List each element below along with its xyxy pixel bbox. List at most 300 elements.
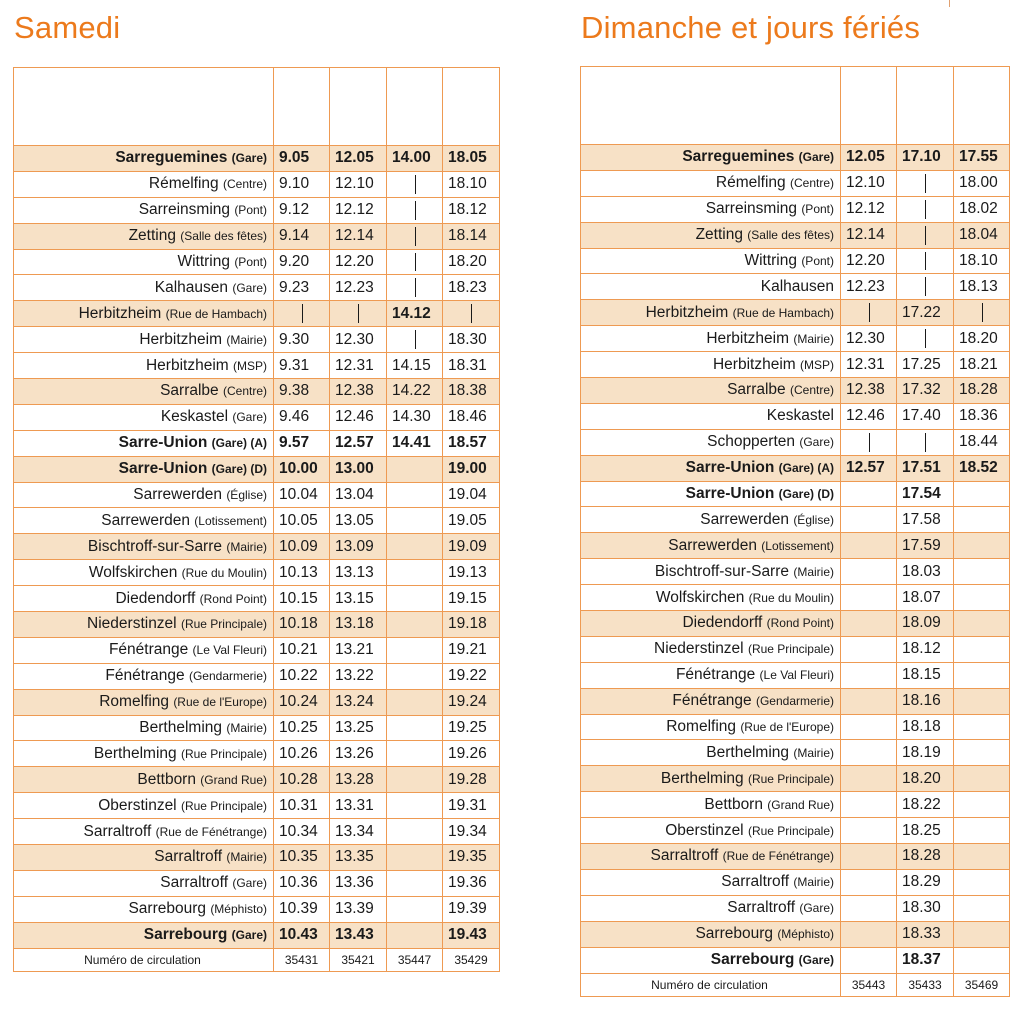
- stop-name-cell: [14, 767, 274, 793]
- departure-time: 9.38: [274, 379, 330, 405]
- stop-name: Berthelming: [706, 743, 790, 761]
- departure-time: 12.30: [841, 326, 897, 352]
- empty-time-cell: [954, 818, 1010, 844]
- circulation-number-label: Numéro de circulation: [581, 973, 841, 996]
- departure-time: 9.12: [274, 197, 330, 223]
- stop-row: [581, 611, 1010, 637]
- stop-row: [581, 222, 1010, 248]
- stop-row: [14, 197, 500, 223]
- stop-name-cell: [14, 534, 274, 560]
- pass-through-line: [869, 433, 870, 452]
- empty-time-cell: [841, 766, 897, 792]
- departure-time: 18.18: [897, 714, 954, 740]
- empty-time-cell: [841, 688, 897, 714]
- stop-detail: (Centre): [222, 177, 267, 192]
- departure-time: 19.39: [443, 896, 500, 922]
- stop-name: Sarrebourg: [710, 951, 795, 969]
- departure-time: 10.39: [274, 896, 330, 922]
- departure-time: 18.07: [897, 585, 954, 611]
- empty-time-cell: [387, 896, 443, 922]
- departure-time: 13.13: [330, 560, 387, 586]
- stop-name-cell: [14, 741, 274, 767]
- stop-detail: (Pont): [234, 255, 267, 269]
- stop-row: [14, 353, 500, 379]
- departure-time: 18.15: [897, 662, 954, 688]
- pass-through-line: [869, 303, 870, 322]
- header-trip-cell: [387, 68, 443, 146]
- header-trip-cell: [274, 68, 330, 146]
- stop-name: Wittring: [744, 252, 797, 269]
- stop-detail: (Rue de l'Europe): [173, 695, 267, 710]
- stop-name-cell: [581, 947, 841, 973]
- empty-time-cell: [954, 766, 1010, 792]
- departure-time: 10.22: [274, 663, 330, 689]
- pass-through-cell: [897, 326, 954, 352]
- stop-row: [581, 740, 1010, 766]
- stop-name-cell: [14, 353, 274, 379]
- departure-time: 10.13: [274, 560, 330, 586]
- departure-time: 13.05: [330, 508, 387, 534]
- departure-time: 10.26: [274, 741, 330, 767]
- empty-time-cell: [954, 559, 1010, 585]
- empty-time-cell: [387, 663, 443, 689]
- stop-name-cell: [581, 688, 841, 714]
- departure-time: 10.43: [274, 922, 330, 948]
- departure-time: 12.05: [330, 146, 387, 172]
- stop-row: [581, 455, 1010, 481]
- departure-time: 9.20: [274, 249, 330, 275]
- stop-name-cell: [14, 456, 274, 482]
- stop-detail: (Rue Principale): [180, 798, 267, 813]
- departure-time: 14.22: [387, 379, 443, 405]
- departure-time: 10.21: [274, 637, 330, 663]
- empty-time-cell: [954, 611, 1010, 637]
- stop-row: [581, 326, 1010, 352]
- departure-time: 18.52: [954, 455, 1010, 481]
- stop-name: Diedendorff: [115, 589, 196, 607]
- empty-time-cell: [387, 689, 443, 715]
- pass-through-line: [925, 226, 926, 245]
- stop-name: Sarrebourg: [695, 925, 773, 943]
- stop-row: [14, 689, 500, 715]
- departure-time: 13.21: [330, 637, 387, 663]
- circulation-number: 35447: [387, 948, 443, 971]
- stop-name-cell: [581, 844, 841, 870]
- stop-name: Sarraltroff: [154, 848, 223, 866]
- departure-time: 17.59: [897, 533, 954, 559]
- header-stop-cell: [14, 68, 274, 146]
- header-stop-cell: [581, 67, 841, 145]
- stop-name-cell: [581, 636, 841, 662]
- empty-time-cell: [841, 533, 897, 559]
- stop-name-cell: [581, 403, 841, 429]
- stop-name: Bettborn: [704, 795, 763, 813]
- departure-time: 13.09: [330, 534, 387, 560]
- stop-name-cell: [581, 740, 841, 766]
- pass-through-line: [358, 304, 359, 323]
- circulation-number: 35431: [274, 948, 330, 971]
- departure-time: 18.16: [897, 688, 954, 714]
- stop-name: Herbitzheim: [139, 330, 223, 348]
- departure-time: 17.54: [897, 481, 954, 507]
- stop-name-cell: [581, 222, 841, 248]
- departure-time: 17.58: [897, 507, 954, 533]
- pass-through-line: [302, 304, 303, 323]
- stop-name-cell: [14, 663, 274, 689]
- pass-through-line: [925, 200, 926, 219]
- stop-row: [14, 663, 500, 689]
- stop-row: [14, 845, 500, 871]
- empty-time-cell: [841, 895, 897, 921]
- stop-row: [14, 379, 500, 405]
- stop-name: Bettborn: [137, 770, 196, 788]
- stop-detail: (Gare) (A): [778, 461, 834, 476]
- stop-name: Oberstinzel: [665, 821, 744, 839]
- empty-time-cell: [954, 714, 1010, 740]
- departure-time: 18.38: [443, 379, 500, 405]
- stop-row: [581, 844, 1010, 870]
- empty-time-cell: [841, 740, 897, 766]
- stop-row: [14, 146, 500, 172]
- stop-name-cell: [581, 352, 841, 378]
- departure-time: 10.00: [274, 456, 330, 482]
- departure-time: 18.12: [443, 197, 500, 223]
- departure-time: 19.35: [443, 845, 500, 871]
- stop-row: [581, 248, 1010, 274]
- stop-name-cell: [14, 922, 274, 948]
- stop-row: [14, 404, 500, 430]
- stop-detail: (Gendarmerie): [188, 669, 267, 684]
- stop-row: [581, 378, 1010, 404]
- pass-through-line: [925, 329, 926, 348]
- pass-through-cell: [387, 275, 443, 301]
- departure-time: 10.35: [274, 845, 330, 871]
- departure-time: 12.20: [841, 248, 897, 274]
- departure-time: 18.05: [443, 146, 500, 172]
- departure-time: 18.30: [443, 327, 500, 353]
- departure-time: 13.26: [330, 741, 387, 767]
- stop-name-cell: [14, 197, 274, 223]
- stop-detail: (Lotissement): [761, 538, 834, 553]
- stop-name-cell: [581, 714, 841, 740]
- empty-time-cell: [954, 481, 1010, 507]
- stop-detail: (Mairie): [226, 332, 267, 347]
- stop-name-cell: [14, 845, 274, 871]
- stop-name-cell: [14, 896, 274, 922]
- departure-time: 13.24: [330, 689, 387, 715]
- stop-name: Oberstinzel: [98, 796, 177, 814]
- stop-detail: (Gare): [799, 435, 834, 450]
- stop-row: [14, 767, 500, 793]
- stop-name-cell: [581, 662, 841, 688]
- stop-row: [581, 507, 1010, 533]
- stop-name-cell: [581, 507, 841, 533]
- empty-time-cell: [387, 637, 443, 663]
- stop-row: [581, 818, 1010, 844]
- departure-time: 18.14: [443, 223, 500, 249]
- stop-name: Niederstinzel: [654, 640, 744, 658]
- departure-time: 10.05: [274, 508, 330, 534]
- stop-row: [14, 508, 500, 534]
- stop-row: [581, 352, 1010, 378]
- stop-row: [581, 300, 1010, 326]
- stop-name: Fénétrange: [105, 667, 185, 685]
- departure-time: 18.37: [897, 947, 954, 973]
- pass-through-cell: [897, 222, 954, 248]
- pass-through-line: [982, 303, 983, 322]
- departure-time: 18.28: [954, 378, 1010, 404]
- departure-time: 19.34: [443, 819, 500, 845]
- stop-name: Wittring: [177, 253, 230, 270]
- empty-time-cell: [841, 636, 897, 662]
- departure-time: 12.10: [841, 170, 897, 196]
- stop-name: Keskastel: [766, 407, 834, 425]
- stop-row: [14, 586, 500, 612]
- departure-time: 10.04: [274, 482, 330, 508]
- stop-name: Romelfing: [99, 693, 169, 711]
- stop-name-cell: [14, 146, 274, 172]
- stop-name-cell: [581, 559, 841, 585]
- sunday-title: Dimanche et jours fériés: [581, 10, 921, 45]
- stop-row: [14, 534, 500, 560]
- stop-name: Wolfskirchen: [88, 563, 178, 581]
- stop-name-cell: [581, 274, 841, 300]
- departure-time: 18.10: [954, 248, 1010, 274]
- departure-time: 9.10: [274, 171, 330, 197]
- stop-detail: (Centre): [789, 383, 834, 398]
- stop-name-cell: [581, 895, 841, 921]
- stop-detail: (Gare): [799, 901, 834, 916]
- stop-row: [581, 636, 1010, 662]
- departure-time: 17.32: [897, 378, 954, 404]
- departure-time: 12.05: [841, 145, 897, 171]
- pass-through-cell: [387, 327, 443, 353]
- departure-time: 12.38: [330, 379, 387, 405]
- stop-name: Sarralbe: [160, 382, 219, 400]
- stop-name-cell: [581, 818, 841, 844]
- stop-row: [581, 429, 1010, 455]
- stop-name-cell: [14, 870, 274, 896]
- empty-time-cell: [954, 688, 1010, 714]
- pass-through-cell: [954, 300, 1010, 326]
- empty-time-cell: [954, 921, 1010, 947]
- header-row: [581, 67, 1010, 145]
- stop-row: [14, 430, 500, 456]
- departure-time: 9.23: [274, 275, 330, 301]
- stop-detail: (Gare): [798, 150, 834, 165]
- empty-time-cell: [387, 586, 443, 612]
- departure-time: 13.22: [330, 663, 387, 689]
- stop-name-cell: [14, 379, 274, 405]
- pass-through-cell: [387, 197, 443, 223]
- stop-row: [14, 637, 500, 663]
- stop-detail: (Le Val Fleuri): [759, 668, 834, 683]
- departure-time: 12.12: [330, 197, 387, 223]
- stop-name-cell: [581, 196, 841, 222]
- departure-time: 14.00: [387, 146, 443, 172]
- stop-name: Romelfing: [666, 718, 736, 736]
- empty-time-cell: [954, 947, 1010, 973]
- stop-name: Herbitzheim: [78, 304, 162, 322]
- departure-time: 18.33: [897, 921, 954, 947]
- departure-time: 9.14: [274, 223, 330, 249]
- stop-detail: (Grand Rue): [200, 772, 267, 787]
- stop-detail: (Le Val Fleuri): [192, 643, 267, 658]
- empty-time-cell: [954, 869, 1010, 895]
- departure-time: 12.23: [841, 274, 897, 300]
- departure-time: 18.13: [954, 274, 1010, 300]
- stop-row: [14, 922, 500, 948]
- pass-through-cell: [897, 429, 954, 455]
- header-trip-cell: [954, 67, 1010, 145]
- stop-name: Berthelming: [139, 719, 223, 737]
- departure-time: 12.57: [841, 455, 897, 481]
- stop-name: Sarrewerden: [668, 536, 757, 554]
- stop-name: Fénétrange: [108, 641, 189, 659]
- stop-row: [14, 741, 500, 767]
- stop-detail: (Rue de Hambach): [732, 305, 834, 320]
- empty-time-cell: [387, 612, 443, 638]
- stop-row: [581, 481, 1010, 507]
- departure-time: 18.03: [897, 559, 954, 585]
- departure-time: 18.09: [897, 611, 954, 637]
- departure-time: 18.12: [897, 636, 954, 662]
- pass-through-cell: [330, 301, 387, 327]
- departure-time: 13.34: [330, 819, 387, 845]
- sunday-timetable: [580, 66, 1010, 997]
- departure-time: 13.31: [330, 793, 387, 819]
- stop-name: Schopperten: [707, 433, 796, 451]
- empty-time-cell: [954, 507, 1010, 533]
- header-trip-cell: [330, 68, 387, 146]
- stop-row: [14, 482, 500, 508]
- circulation-number: 35429: [443, 948, 500, 971]
- stop-name-cell: [581, 170, 841, 196]
- stop-row: [581, 869, 1010, 895]
- pass-through-line: [415, 227, 416, 246]
- circulation-number-label: Numéro de circulation: [14, 948, 274, 971]
- departure-time: 17.25: [897, 352, 954, 378]
- stop-name-cell: [581, 455, 841, 481]
- stop-detail: (Rue de Hambach): [165, 306, 267, 321]
- departure-time: 13.43: [330, 922, 387, 948]
- departure-time: 9.31: [274, 353, 330, 379]
- pass-through-cell: [387, 171, 443, 197]
- stop-detail: (Centre): [222, 384, 267, 399]
- departure-time: 12.20: [330, 249, 387, 275]
- empty-time-cell: [841, 921, 897, 947]
- departure-time: 13.04: [330, 482, 387, 508]
- departure-time: 14.30: [387, 404, 443, 430]
- empty-time-cell: [954, 533, 1010, 559]
- stop-detail: (Rue de l'Europe): [740, 720, 834, 735]
- stop-name: Zetting: [695, 226, 743, 244]
- empty-time-cell: [387, 741, 443, 767]
- stop-name: Diedendorff: [682, 614, 763, 632]
- departure-time: 17.55: [954, 145, 1010, 171]
- stop-detail: (Rue Principale): [180, 746, 267, 761]
- stop-name-cell: [14, 275, 274, 301]
- stop-name: Sarrebourg: [143, 926, 228, 944]
- stop-row: [581, 585, 1010, 611]
- stop-detail: (Rue Principale): [747, 823, 834, 838]
- stop-name: Sarraltroff: [83, 822, 152, 840]
- departure-time: 18.21: [954, 352, 1010, 378]
- stop-name-cell: [14, 482, 274, 508]
- departure-time: 12.38: [841, 378, 897, 404]
- pass-through-line: [415, 201, 416, 220]
- stop-row: [581, 895, 1010, 921]
- stop-row: [581, 274, 1010, 300]
- pass-through-line: [925, 433, 926, 452]
- departure-time: 12.12: [841, 196, 897, 222]
- stop-detail: (Pont): [234, 203, 267, 218]
- stop-name: Berthelming: [93, 744, 177, 762]
- pass-through-line: [415, 278, 416, 297]
- departure-time: 10.25: [274, 715, 330, 741]
- header-trip-cell: [443, 68, 500, 146]
- departure-time: 9.05: [274, 146, 330, 172]
- header-row: [14, 68, 500, 146]
- stop-row: [581, 947, 1010, 973]
- stop-name: Sarrewerden: [700, 510, 789, 528]
- stop-row: [581, 662, 1010, 688]
- stop-detail: (Gare) (D): [778, 487, 834, 502]
- departure-time: 10.36: [274, 870, 330, 896]
- stop-name-cell: [14, 508, 274, 534]
- stop-name-cell: [581, 921, 841, 947]
- empty-time-cell: [387, 715, 443, 741]
- departure-time: 18.44: [954, 429, 1010, 455]
- departure-time: 19.13: [443, 560, 500, 586]
- stop-name: Kalhausen: [760, 277, 834, 295]
- empty-time-cell: [841, 481, 897, 507]
- pass-through-line: [415, 253, 416, 272]
- departure-time: 13.15: [330, 586, 387, 612]
- departure-time: 19.25: [443, 715, 500, 741]
- stop-row: [14, 223, 500, 249]
- stop-detail: (Gare) (A): [211, 436, 267, 451]
- stop-detail: (Gare): [231, 928, 267, 943]
- pass-through-line: [471, 304, 472, 323]
- departure-time: 18.20: [897, 766, 954, 792]
- stop-detail: (Rue du Moulin): [181, 565, 267, 580]
- stop-detail: (Gare): [232, 410, 267, 425]
- departure-time: 12.57: [330, 430, 387, 456]
- stop-row: [14, 896, 500, 922]
- empty-time-cell: [841, 559, 897, 585]
- departure-time: 19.21: [443, 637, 500, 663]
- stop-name: Niederstinzel: [87, 615, 177, 633]
- empty-time-cell: [387, 482, 443, 508]
- stop-name: Fénétrange: [675, 666, 756, 684]
- stop-name: Sarraltroff: [160, 874, 229, 892]
- departure-time: 12.31: [841, 352, 897, 378]
- departure-time: 19.28: [443, 767, 500, 793]
- empty-time-cell: [954, 895, 1010, 921]
- pass-through-cell: [897, 274, 954, 300]
- pass-through-cell: [387, 223, 443, 249]
- empty-time-cell: [387, 922, 443, 948]
- departure-time: 19.26: [443, 741, 500, 767]
- stop-name-cell: [14, 223, 274, 249]
- departure-time: 19.36: [443, 870, 500, 896]
- stop-detail: (Rond Point): [199, 591, 267, 606]
- departure-time: 17.10: [897, 145, 954, 171]
- stop-detail: (MSP): [800, 357, 834, 372]
- empty-time-cell: [841, 818, 897, 844]
- departure-time: 9.46: [274, 404, 330, 430]
